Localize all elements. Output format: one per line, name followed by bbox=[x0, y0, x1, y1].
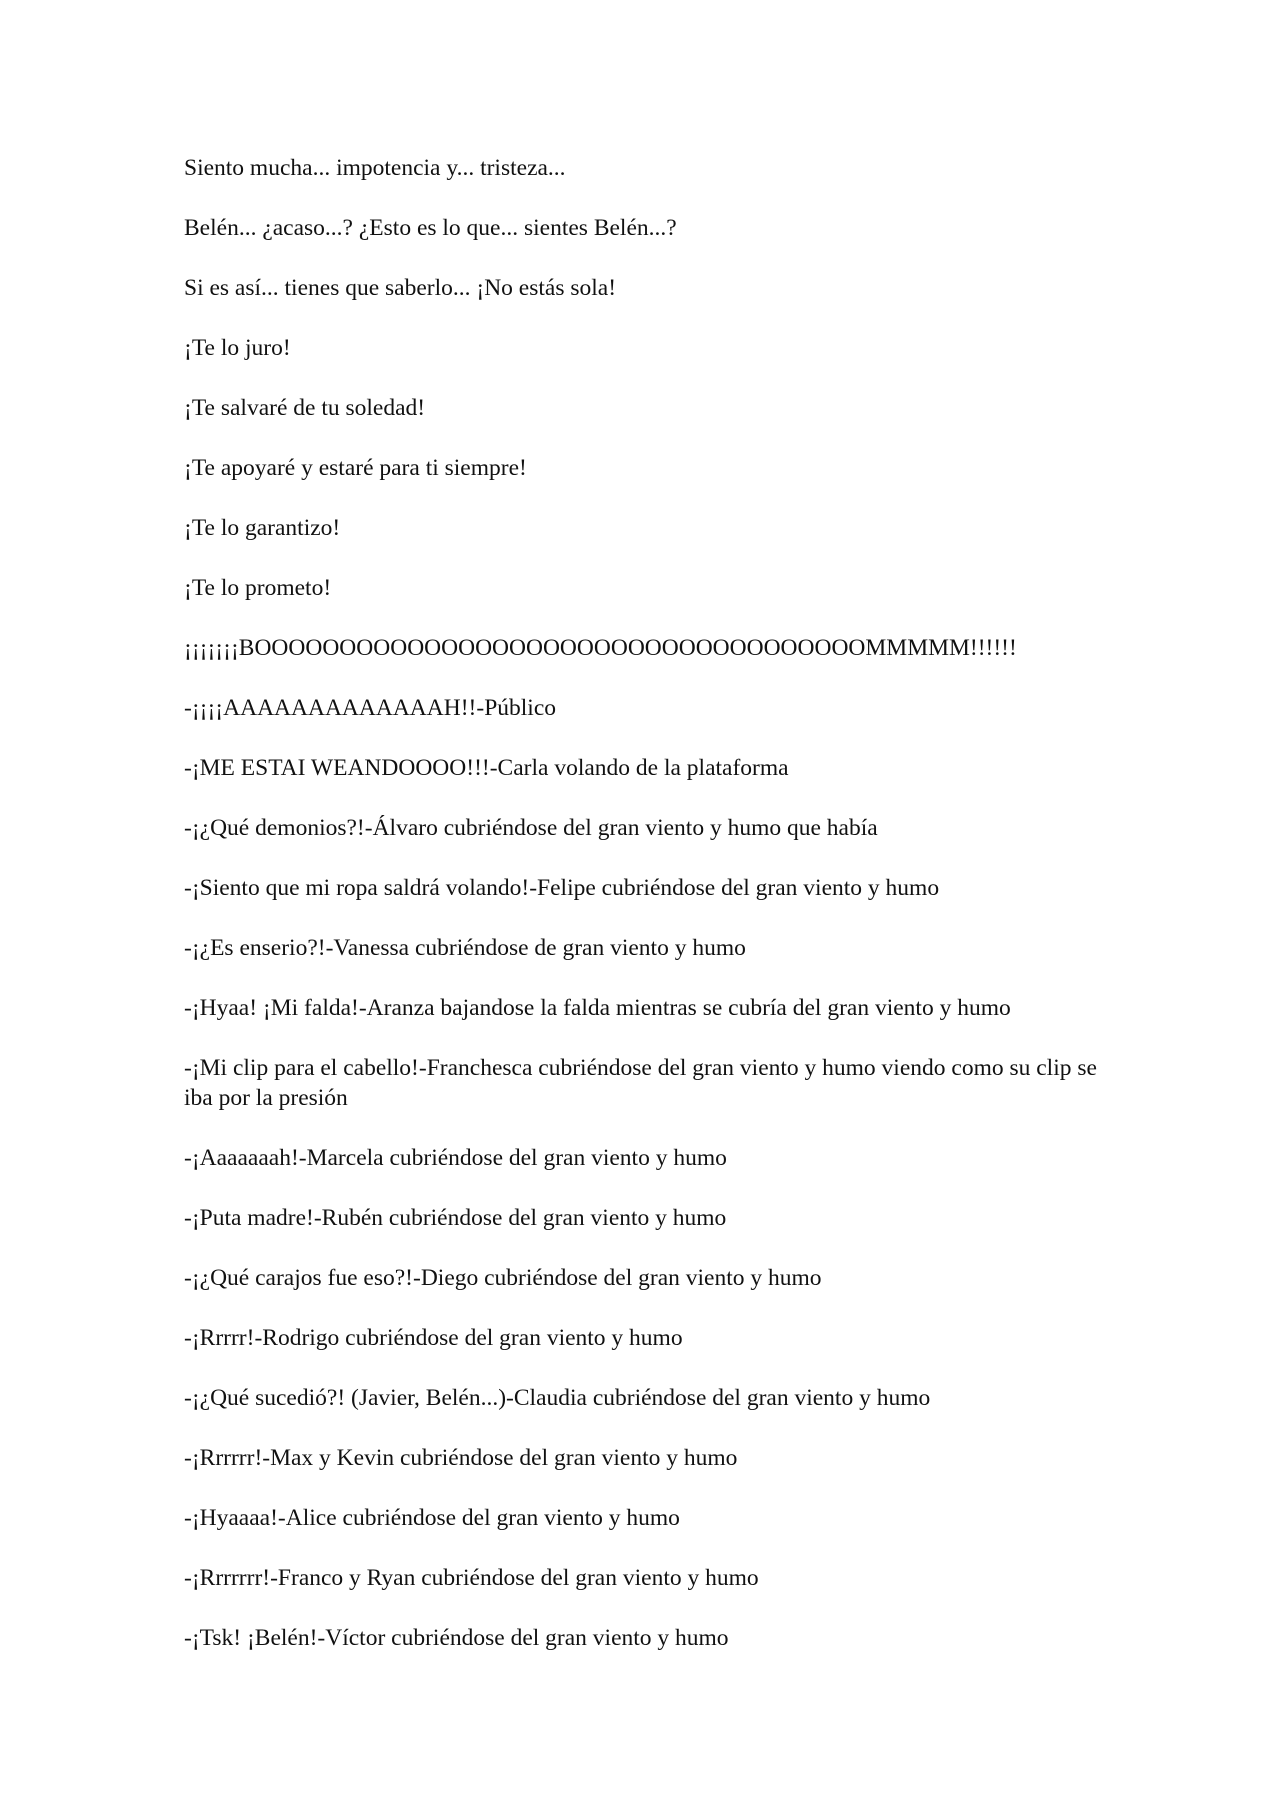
text-paragraph: Belén... ¿acaso...? ¿Esto es lo que... sientes Belén...? bbox=[184, 215, 677, 241]
text-paragraph: -¡¿Es enserio?!-Vanessa cubriéndose de gran viento y humo bbox=[184, 935, 746, 961]
text-paragraph: -¡Mi clip para el cabello!-Franchesca cubriéndose del gran viento y humo viendo como su clip se iba por la presión bbox=[184, 1055, 1097, 1111]
text-paragraph: -¡Puta madre!-Rubén cubriéndose del gran viento y humo bbox=[184, 1205, 727, 1231]
text-paragraph: -¡ME ESTAI WEANDOOOO!!!-Carla volando de la plataforma bbox=[184, 755, 789, 781]
text-paragraph: -¡Rrrrrr!-Max y Kevin cubriéndose del gran viento y humo bbox=[184, 1445, 738, 1471]
text-paragraph: -¡Rrrrr!-Rodrigo cubriéndose del gran viento y humo bbox=[184, 1325, 683, 1351]
text-paragraph: -¡¿Qué demonios?!-Álvaro cubriéndose del gran viento y humo que había bbox=[184, 815, 878, 841]
text-paragraph: -¡Hyaaaa!-Alice cubriéndose del gran viento y humo bbox=[184, 1505, 680, 1531]
text-paragraph: ¡¡¡¡¡¡¡BOOOOOOOOOOOOOOOOOOOOOOOOOOOOOOOOOOOOMMMMM!!!!!! bbox=[184, 635, 1017, 661]
text-paragraph: -¡¡¡¡AAAAAAAAAAAAAH!!-Público bbox=[184, 695, 557, 721]
text-paragraph: -¡Siento que mi ropa saldrá volando!-Felipe cubriéndose del gran viento y humo bbox=[184, 875, 940, 901]
text-paragraph: -¡Hyaa! ¡Mi falda!-Aranza bajandose la falda mientras se cubría del gran viento y humo bbox=[184, 995, 1011, 1021]
text-paragraph: ¡Te lo juro! bbox=[184, 335, 291, 361]
text-paragraph: ¡Te salvaré de tu soledad! bbox=[184, 395, 426, 421]
document-page bbox=[184, 153, 1099, 1683]
text-paragraph: -¡Rrrrrrr!-Franco y Ryan cubriéndose del gran viento y humo bbox=[184, 1565, 759, 1591]
text-paragraph: -¡¿Qué sucedió?! (Javier, Belén...)-Claudia cubriéndose del gran viento y humo bbox=[184, 1385, 931, 1411]
text-paragraph: Siento mucha... impotencia y... tristeza... bbox=[184, 155, 566, 181]
text-paragraph: Si es así... tienes que saberlo... ¡No estás sola! bbox=[184, 275, 617, 301]
text-paragraph: ¡Te lo prometo! bbox=[184, 575, 332, 601]
text-paragraph: -¡¿Qué carajos fue eso?!-Diego cubriéndose del gran viento y humo bbox=[184, 1265, 822, 1291]
text-paragraph: -¡Aaaaaaah!-Marcela cubriéndose del gran viento y humo bbox=[184, 1145, 727, 1171]
text-paragraph: ¡Te lo garantizo! bbox=[184, 515, 341, 541]
text-paragraph: -¡Tsk! ¡Belén!-Víctor cubriéndose del gran viento y humo bbox=[184, 1625, 729, 1651]
text-paragraph: ¡Te apoyaré y estaré para ti siempre! bbox=[184, 455, 527, 481]
